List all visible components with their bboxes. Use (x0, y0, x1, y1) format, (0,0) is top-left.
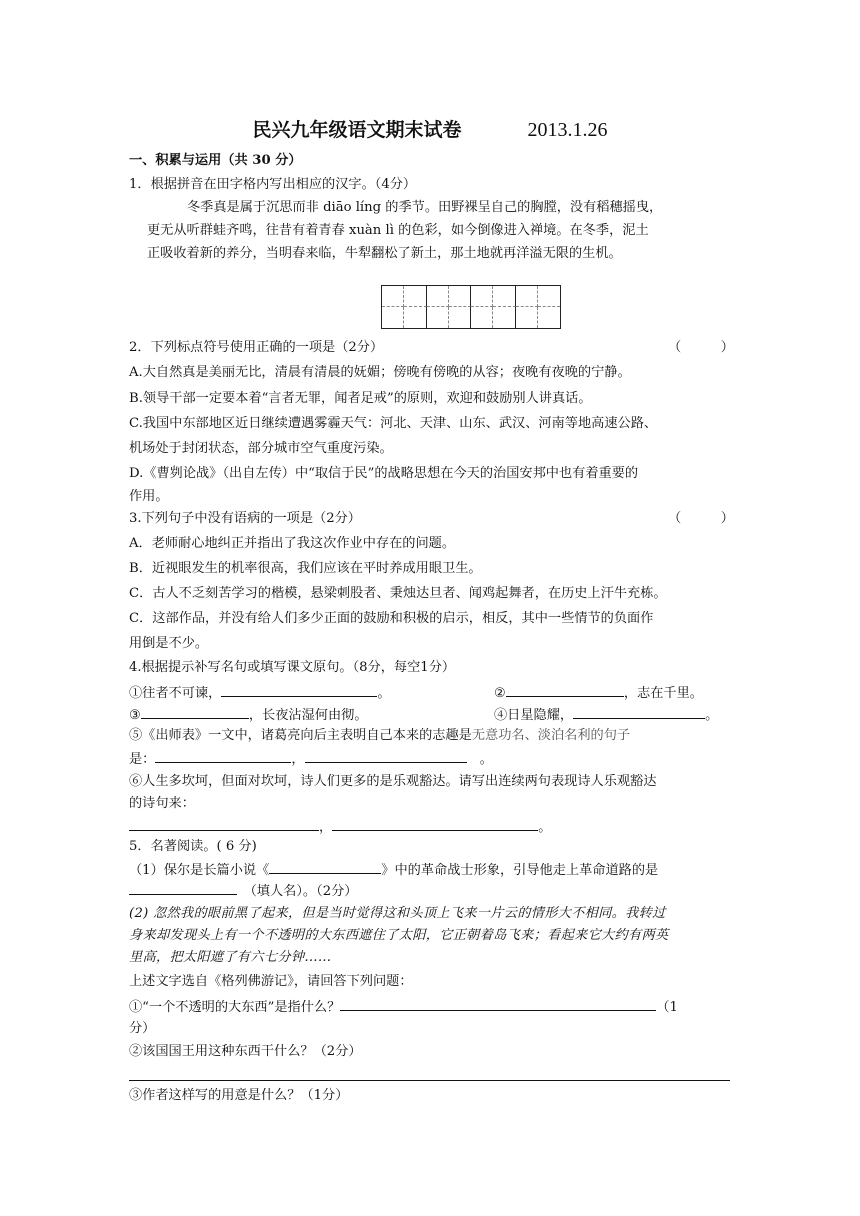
option-b: B．近视眼发生的机率很高，我们应该在平时养成用眼卫生。 (129, 561, 482, 576)
q5-sub1-text: （1）保尔是长篇小说《 (129, 863, 270, 878)
fill-item-6: ⑥人生多坎坷，但面对坎坷，诗人们更多的是乐观豁达。请写出连续两句表现诗人乐观豁达 (129, 774, 657, 789)
q5-qa-text: ①“一个不透明的大东西”是指什么？ (129, 1000, 341, 1015)
fill-item-5-label: 是： (129, 752, 156, 767)
q5-sub1-text3: （填人名）。（2分） (250, 884, 358, 899)
q5-qb: ②该国国王用这种东西干什么？（2分） (129, 1044, 362, 1059)
q5-sub1 (129, 860, 658, 880)
option-c: C.我国中东部地区近日继续遭遇雾霾天气：河北、天津、山东、武汉、河南等地高速公路、 (129, 416, 658, 431)
exam-title-text: 民兴九年级语文期末试卷 (252, 119, 462, 141)
q2-stem: 2．下列标点符号使用正确的一项是（2分） (129, 340, 384, 355)
fill-item-5 (129, 727, 630, 745)
blank-field[interactable] (305, 749, 467, 763)
fill-item-3-num: ③ (129, 708, 141, 723)
fill-item-4-text: ④日星隐耀， (494, 708, 574, 723)
option-d-cont: 作用。 (129, 489, 169, 504)
fill-item-2-text: ，志在千里。 (623, 686, 703, 701)
fill-item-1: ①往者不可谏， 。 (129, 683, 391, 703)
q1-passage-line: 冬季真是属于沉思而非 diāo líng 的季节。田野裸呈自己的胸膛，没有稻穗摇曳， (187, 200, 663, 215)
fill-item-5-text: ⑤《出师表》一文中，诸葛亮向后主表明自己本来的志趣是 (129, 728, 472, 743)
q5-qc: ③作者这样写的用意是什么？（1分） (129, 1088, 349, 1103)
section-heading: 一、积累与运用（共 30 分） (129, 153, 302, 168)
option-d-cont: 用倒是不少。 (129, 636, 209, 651)
q5-qa-score: （1 (656, 1000, 678, 1015)
blank-field[interactable] (340, 997, 656, 1011)
blank-field[interactable] (129, 817, 319, 831)
excerpt-line: 里高，把太阳遮了有六七分钟…… (129, 950, 332, 965)
q5-stem: 5．名著阅读。( 6 分) (129, 839, 257, 854)
fill-item-2-num: ② (494, 686, 506, 701)
blank-field[interactable] (506, 683, 624, 697)
option-d: C．这部作品，并没有给人们多少正面的鼓励和积极的启示，相反，其中一些情节的负面作 (129, 611, 654, 626)
exam-date: 2013.1.26 (527, 119, 608, 141)
answer-parenthesis[interactable]: （ ） (668, 511, 734, 526)
q5-qa-score-cont: 分） (129, 1021, 156, 1036)
q4-stem: 4.根据提示补写名句或填写课文原句。（8分，每空1分） (129, 660, 456, 675)
blank-field[interactable] (332, 817, 538, 831)
answer-line[interactable] (129, 1080, 730, 1081)
fill-item-6-answer: ， 。 (129, 817, 551, 837)
answer-parenthesis[interactable]: （ ） (668, 340, 734, 355)
option-c-cont: 机场处于封闭状态，部分城市空气重度污染。 (129, 441, 393, 456)
excerpt-line: (2) 忽然我的眼前黑了起来，但是当时觉得这和头顶上飞来一片云的情形大不相同。我转过 (129, 906, 666, 921)
q5-intro: 上述文字选自《格列佛游记》，请回答下列问题： (129, 974, 413, 989)
q1-passage-line: 正吸收着新的养分，当明春来临，牛犁翻松了新土，那土地就再洋溢无限的生机。 (147, 246, 622, 261)
fill-item-6-cont: 的诗句来： (129, 796, 195, 811)
fill-item-5-hint: 无意功名、淡泊名利的句子 (471, 728, 631, 743)
excerpt-line: 身来却发现头上有一个不透明的大东西遮住了太阳，它正朝着岛飞来；看起来它大约有两英 (129, 928, 669, 943)
blank-field[interactable] (129, 881, 237, 895)
option-a: A.大自然真是美丽无比，清晨有清晨的妩媚；傍晚有傍晚的从容；夜晚有夜晚的宁静。 (129, 365, 631, 380)
q5-sub1-cont (129, 881, 357, 901)
fill-item-3-text: ，长夜沾湿何由彻。 (248, 708, 368, 723)
option-b: B.领导干部一定要本着“言者无罪，闻者足戒”的原则，欢迎和鼓励别人讲真话。 (129, 391, 592, 406)
exam-title (0, 118, 860, 142)
q5-sub1-text2: 》中的革命战士形象，引导他走上革命道路的是 (381, 863, 659, 878)
fill-item-4: ④日星隐耀， 。 (494, 705, 718, 725)
option-a: A．老师耐心地纠正并指出了我这次作业中存在的问题。 (129, 536, 456, 551)
tianzige-grid[interactable] (381, 285, 561, 329)
blank-field[interactable] (269, 860, 381, 874)
q5-qa (129, 997, 678, 1017)
option-d: D.《曹刿论战》（出自左传）中“取信于民”的战略思想在今天的治国安邦中也有着重要的 (129, 466, 639, 481)
blank-field[interactable] (573, 705, 705, 719)
q3-stem: 3.下列句子中没有语病的一项是（2分） (129, 511, 361, 526)
fill-item-5-answer: 是： ， 。 (129, 749, 493, 769)
fill-item-1-text: ①往者不可谏， (129, 686, 222, 701)
blank-field[interactable] (155, 749, 291, 763)
q1-stem: 1．根据拼音在田字格内写出相应的汉字。（4分） (129, 177, 417, 192)
fill-item-2 (494, 683, 703, 703)
blank-field[interactable] (221, 683, 377, 697)
fill-item-3 (129, 705, 368, 725)
q1-passage-line: 更无从听群蛙齐鸣，往昔有着青春 xuàn lì 的色彩，如今倒像进入禅境。在冬季，泥土 (147, 223, 649, 238)
blank-field[interactable] (141, 705, 249, 719)
option-c: C．古人不乏刻苦学习的楷模，悬梁刺股者、秉烛达旦者、闻鸡起舞者，在历史上汗牛充栋。 (129, 586, 667, 601)
